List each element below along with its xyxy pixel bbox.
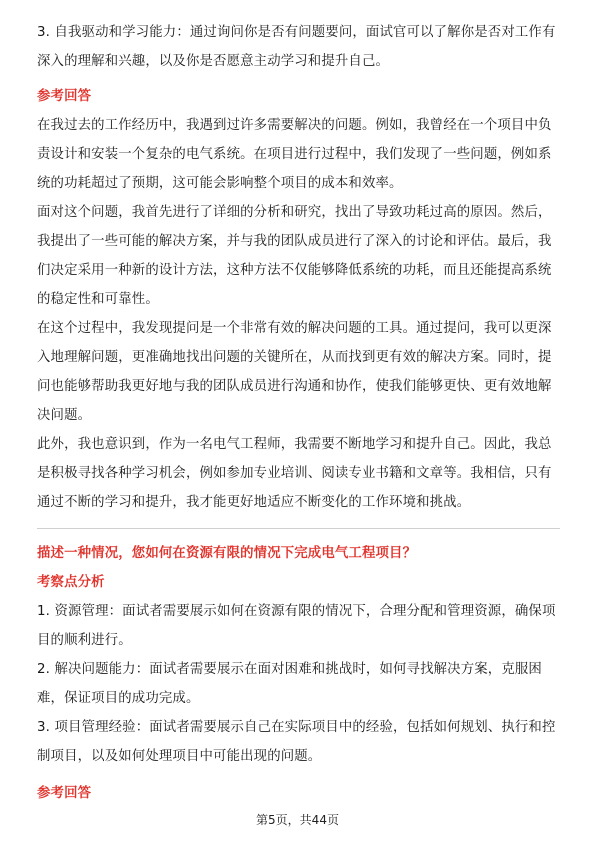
criteria-item-3: 3. 自我驱动和学习能力：通过询问你是否有问题要问，面试官可以了解你是否对工作有深入的理解和兴趣，以及你是否愿意主动学习和提升自己。 <box>37 25 556 69</box>
question-title: 描述一种情况，您如何在资源有限的情况下完成电气工程项目？ <box>37 546 417 561</box>
answer-paragraph: 在我过去的工作经历中，我遇到过许多需要解决的问题。例如，我曾经在一个项目中负责设计和安装一个复杂的电气系统。在项目进行过程中，我们发现了一些问题，例如系统的功耗超过了预期，这可能会影响整个项目的成本和效率。 <box>37 118 552 191</box>
section-divider <box>37 528 560 529</box>
reference-answer-label: 参考回答 <box>37 786 92 801</box>
page-number: 第5页，共44页 <box>256 813 339 827</box>
analysis-point: 2. 解决问题能力：面试者需要展示在面对困难和挑战时，如何寻找解决方案，克服困难，保证项目的成功完成。 <box>37 662 542 706</box>
answer-paragraph: 在这个过程中，我发现提问是一个非常有效的解决问题的工具。通过提问，我可以更深入地理解问题，更准确地找出问题的关键所在，从而找到更有效的解决方案。同时，提问也能够帮助我更好地与我的团队成员进行沟通和协作，使我们能够更快、更有效地解决问题。 <box>37 321 552 423</box>
analysis-point: 1. 资源管理：面试者需要展示如何在资源有限的情况下，合理分配和管理资源，确保项目的顺利进行。 <box>37 604 556 648</box>
analysis-label: 考察点分析 <box>37 575 105 590</box>
analysis-point: 3. 项目管理经验：面试者需要展示自己在实际项目中的经验，包括如何规划、执行和控制项目，以及如何处理项目中可能出现的问题。 <box>37 720 556 764</box>
answer-paragraph: 此外，我也意识到，作为一名电气工程师，我需要不断地学习和提升自己。因此，我总是积极寻找各种学习机会，例如参加专业培训、阅读专业书籍和文章等。我相信，只有通过不断的学习和提升，我才能更好地适应不断变化的工作环境和挑战。 <box>37 437 552 510</box>
answer-paragraph: 面对这个问题，我首先进行了详细的分析和研究，找出了导致功耗过高的原因。然后，我提出了一些可能的解决方案，并与我的团队成员进行了深入的讨论和评估。最后，我们决定采用一种新的设计方法，这种方法不仅能够降低系统的功耗，而且还能提高系统的稳定性和可靠性。 <box>37 205 552 307</box>
reference-answer-label: 参考回答 <box>37 89 92 104</box>
page-content <box>37 18 560 808</box>
